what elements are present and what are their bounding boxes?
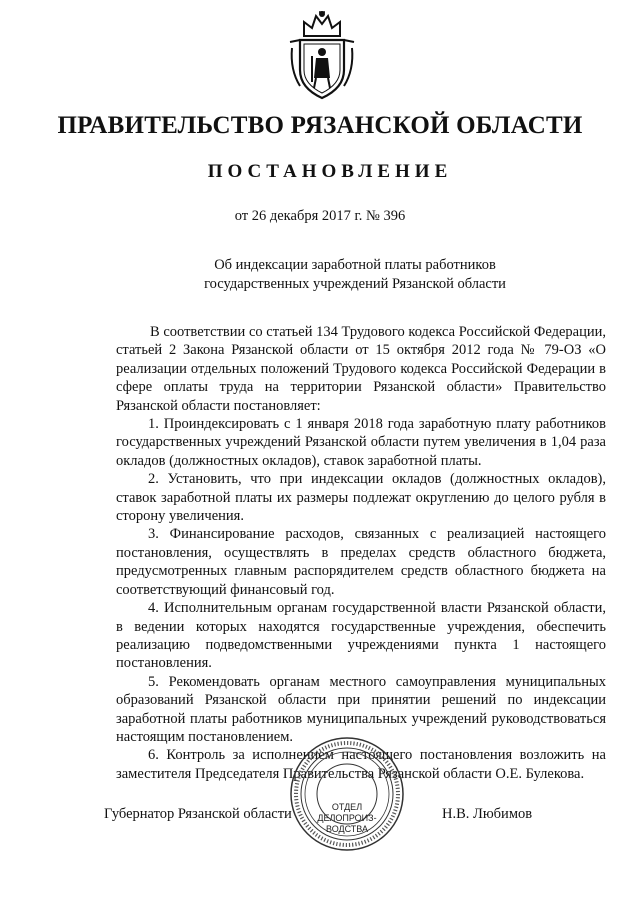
official-stamp-icon	[288, 735, 406, 853]
decree-item: 5. Рекомендовать органам местного самоуправления муниципальных образований Рязанской области при принятии решений по индексации заработной платы работников муниципальных учреждений руководствоваться настоящим постановлением.	[116, 673, 606, 745]
decree-body	[116, 323, 606, 783]
document-type-title: ПОСТАНОВЛЕНИЕ	[207, 161, 453, 182]
subject-line: государственных учреждений Рязанской области	[204, 276, 506, 292]
stamp-label: ОТДЕЛ ДЕЛОПРОИЗ- ВОДСТВА	[317, 802, 377, 834]
subject-line: Об индексации заработной платы работников	[214, 257, 496, 273]
decree-subject	[170, 256, 540, 294]
signatory-name: Н.В. Любимов	[442, 806, 533, 822]
preamble-paragraph: В соответствии со статьей 134 Трудового кодекса Российской Федерации, статьей 2 Закона Рязанской области от 15 октября 2012 года № 79-ОЗ «О реализации отдельных положений Трудового кодекса Российской Федерации в сфере оплаты труда на территории Рязанской области» Правительство Рязанской области постановляет:	[116, 324, 606, 414]
decree-item: 1. Проиндексировать с 1 января 2018 года заработную плату работников государственных учреждений Рязанской области путем увеличения в 1,04 раза окладов (должностных окладов), ставок заработной платы.	[116, 416, 606, 469]
decree-item: 3. Финансирование расходов, связанных с реализацией настоящего постановления, осуществлять в пределах средств областного бюджета, предусмотренных главным распорядителем средств областного бюджета на соответствующий финансовый год.	[116, 526, 606, 598]
government-title: ПРАВИТЕЛЬСТВО РЯЗАНСКОЙ ОБЛАСТИ	[57, 112, 583, 139]
date-and-number: от 26 декабря 2017 г. № 396	[234, 208, 406, 224]
signatory-position: Губернатор Рязанской области	[104, 806, 292, 822]
decree-item: 6. Контроль за исполнением настоящего постановления возложить на заместителя Председателя Правительства Рязанской области О.Е. Булекова.	[116, 747, 606, 782]
coat-of-arms-icon	[286, 8, 358, 104]
decree-item: 2. Установить, что при индексации окладов (должностных окладов), ставок заработной платы их размеры подлежат округлению до целого рубля в сторону увеличения.	[116, 471, 606, 525]
decree-item: 4. Исполнительным органам государственной власти Рязанской области, в ведении которых находятся государственные учреждения, обеспечить реализацию подведомственными учреждениями пункта 1 настоящего постановления.	[116, 600, 606, 672]
